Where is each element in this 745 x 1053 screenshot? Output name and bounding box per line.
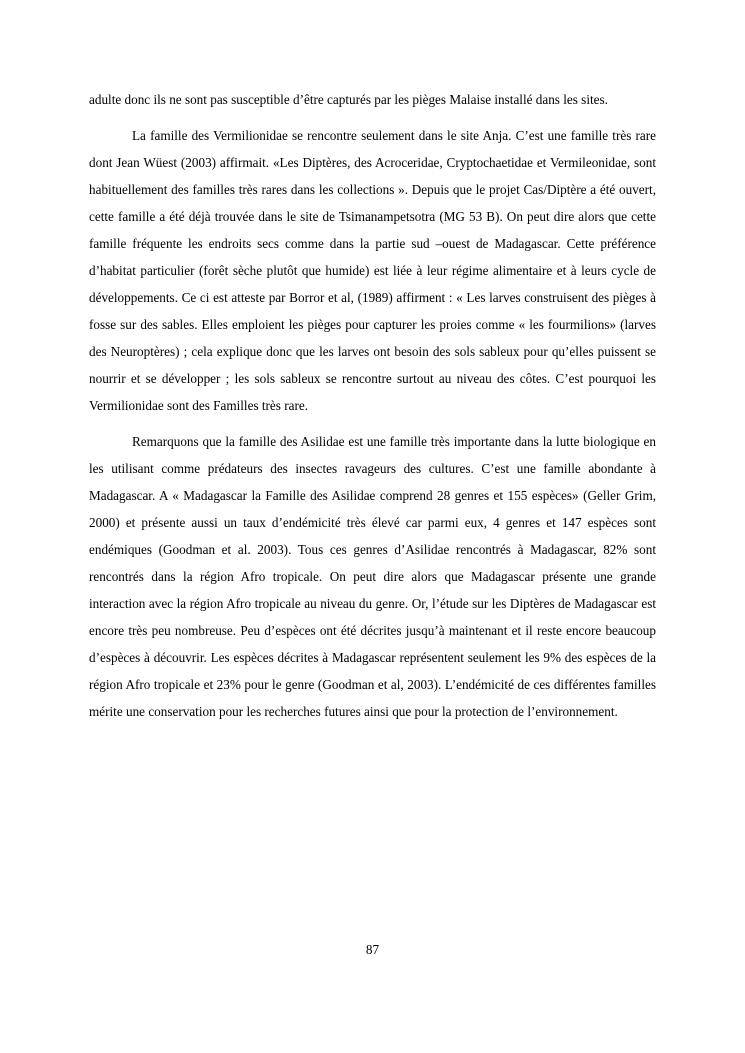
page-number: 87: [365, 942, 380, 957]
paragraph-continuation: adulte donc ils ne sont pas susceptible d’être capturés par les pièges Malaise installé dans les sites.: [89, 92, 608, 107]
page-body: [89, 86, 656, 725]
paragraph-vermilionidae: La famille des Vermilionidae se rencontre seulement dans le site Anja. C’est une famille très rare dont Jean Wüest (2003) affirmait. «Les Diptères, des Acroceridae, Cryptochaetidae et Vermileonidae, sont habituellement des familles très rares dans les collections ». Depuis que le projet Cas/Diptère a été ouvert, cette famille a été déjà trouvée dans le site de Tsimanampetsotra (MG 53 B). On peut dire alors que cette famille fréquente les endroits secs comme dans la partie sud –ouest de Madagascar. Cette préférence d’habitat particulier (forêt sèche plutôt que humide) est liée à leur régime alimentaire et à leurs cycle de développements. Ce ci est atteste par Borror et al, (1989) affirment : « Les larves construisent des pièges à fosse sur des sables. Elles emploient les pièges pour capturer les proies comme « les fourmilions» (larves des Neuroptères) ; cela explique donc que les larves ont besoin des sols sableux pour qu’elles puissent se nourrir et se développer ; les sols sableux se rencontre surtout au niveau des côtes. C’est pourquoi les Vermilionidae sont des Familles très rare.: [89, 128, 656, 413]
paragraph-asilidae: Remarquons que la famille des Asilidae est une famille très importante dans la lutte biologique en les utilisant comme prédateurs des insectes ravageurs des cultures. C’est une famille abondante à Madagascar. A « Madagascar la Famille des Asilidae comprend 28 genres et 155 espèces» (Geller Grim, 2000) et présente aussi un taux d’endémicité très élevé car parmi eux, 4 genres et 147 espèces sont endémiques (Goodman et al. 2003). Tous ces genres d’Asilidae rencontrés à Madagascar, 82% sont rencontrés dans la région Afro tropicale. On peut dire alors que Madagascar présente une grande interaction avec la région Afro tropicale au niveau du genre. Or, l’étude sur les Diptères de Madagascar est encore très peu nombreuse. Peu d’espèces ont été décrites jusqu’à maintenant et il reste encore beaucoup d’espèces à découvrir. Les espèces décrites à Madagascar représentent seulement les 9% des espèces de la région Afro tropicale et 23% pour le genre (Goodman et al, 2003). L’endémicité de ces différentes familles mérite une conservation pour les recherches futures ainsi que pour la protection de l’environnement.: [89, 434, 656, 719]
